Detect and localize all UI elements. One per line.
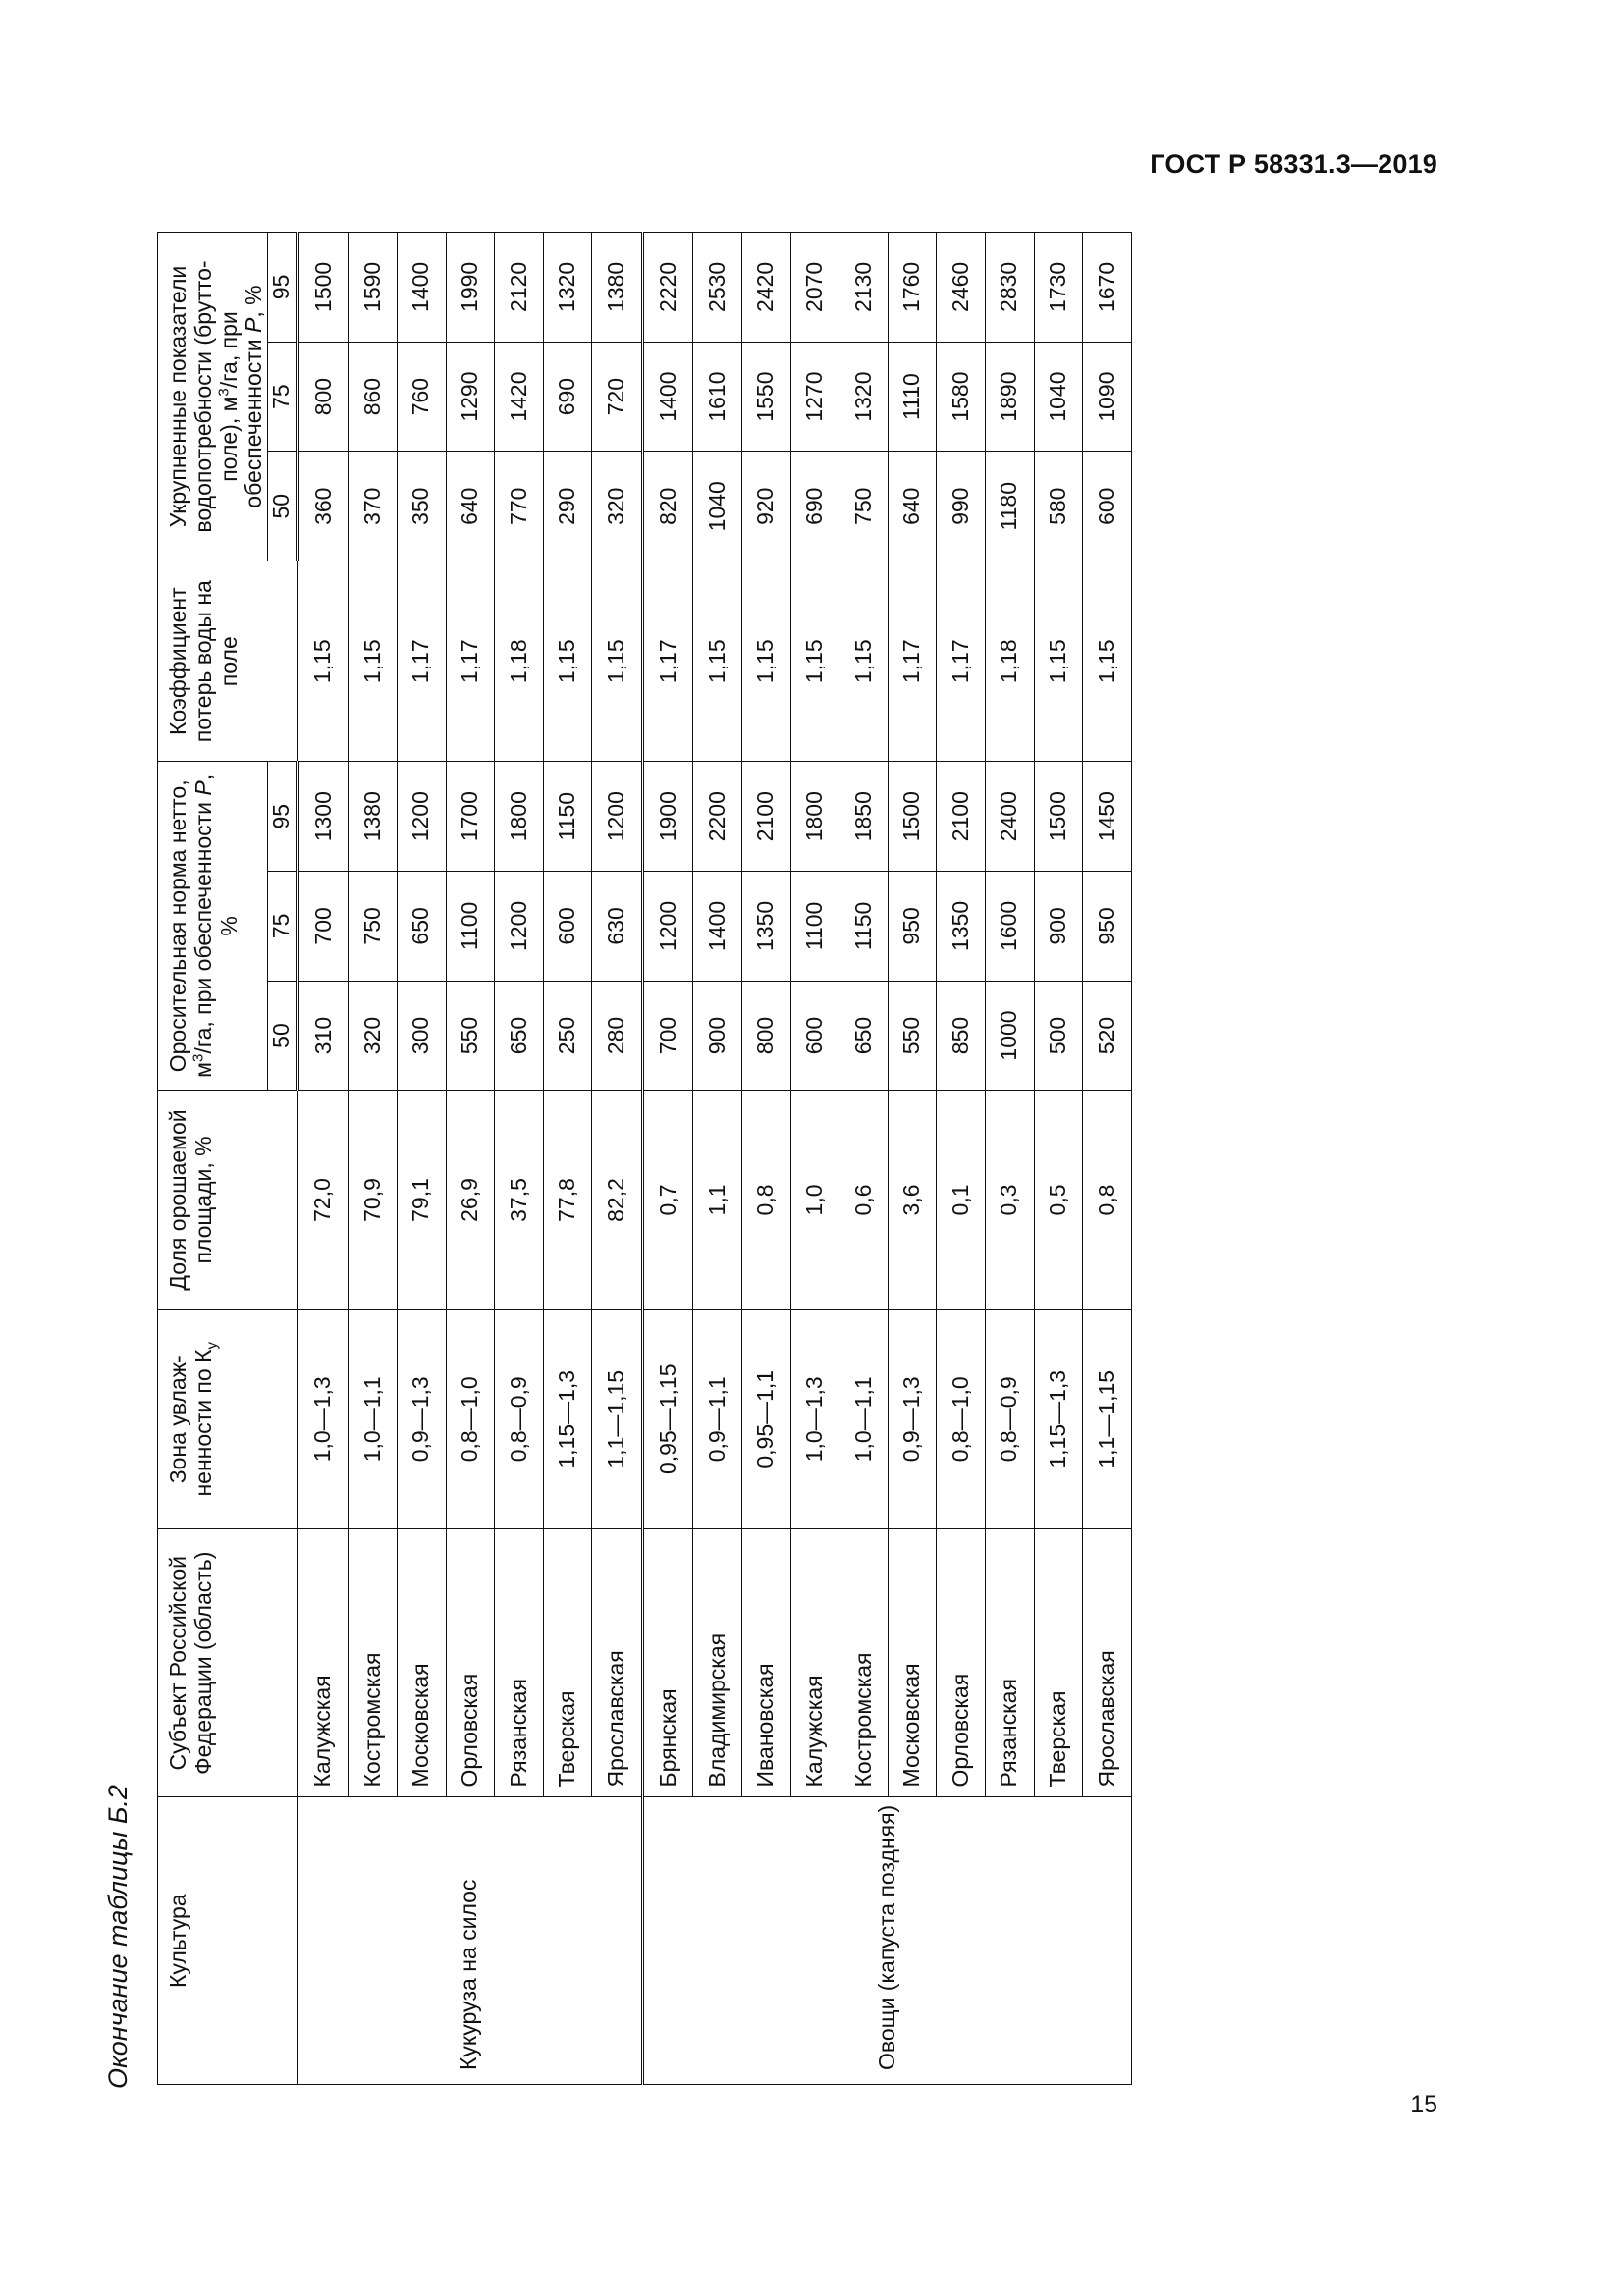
gross-demand-cell: 2420 — [741, 233, 790, 343]
gross-demand-cell: 820 — [642, 452, 692, 561]
net-norm-header-text-2: /га, при обеспеченности — [189, 795, 216, 1054]
net-norm-cell: 1200 — [398, 762, 447, 872]
table-row — [642, 233, 692, 2085]
irrigated-share-cell: 3,6 — [888, 1091, 937, 1309]
gross-demand-cell: 2830 — [986, 233, 1035, 343]
net-norm-cell: 550 — [446, 981, 495, 1091]
region-cell: Костромская — [839, 1528, 889, 1797]
moisture-zone-cell: 1,0—1,3 — [790, 1309, 839, 1528]
irrigated-share-cell: 77,8 — [543, 1091, 592, 1309]
gross-demand-cell: 1400 — [642, 342, 692, 452]
gross-demand-cell: 1290 — [446, 342, 495, 452]
region-cell: Орловская — [937, 1528, 986, 1797]
irrigated-share-cell: 79,1 — [398, 1091, 447, 1309]
irrigated-share-cell: 0,8 — [741, 1091, 790, 1309]
gross-demand-cell: 580 — [1034, 452, 1083, 561]
net-norm-header-text: Оросительная норма нетто, м — [165, 779, 216, 1078]
loss-coefficient-cell: 1,15 — [543, 561, 592, 762]
loss-coefficient-cell: 1,18 — [986, 561, 1035, 762]
net-norm-cell: 1380 — [349, 762, 398, 872]
net-norm-cell: 300 — [398, 981, 447, 1091]
gross-demand-cell: 1110 — [888, 342, 937, 452]
region-cell: Брянская — [642, 1528, 692, 1797]
net-norm-cell: 950 — [1083, 872, 1132, 982]
table-row — [298, 233, 349, 2085]
net-norm-cell: 600 — [790, 981, 839, 1091]
net-norm-cell: 1150 — [543, 762, 592, 872]
gross-demand-cell: 1040 — [1034, 342, 1083, 452]
net-norm-cell: 310 — [298, 981, 349, 1091]
gross-demand-cell: 990 — [937, 452, 986, 561]
region-cell: Владимирская — [693, 1528, 742, 1797]
loss-coefficient-cell: 1,15 — [592, 561, 642, 762]
net-norm-cell: 1300 — [298, 762, 349, 872]
gross-demand-cell: 290 — [543, 452, 592, 561]
region-cell: Ярославская — [592, 1528, 642, 1797]
loss-coefficient-cell: 1,15 — [741, 561, 790, 762]
moisture-zone-cell: 1,0—1,1 — [349, 1309, 398, 1528]
moisture-zone-cell: 1,1—1,15 — [592, 1309, 642, 1528]
net-norm-cell: 280 — [592, 981, 642, 1091]
net-norm-cell: 1100 — [790, 872, 839, 982]
gross-demand-cell: 2130 — [839, 233, 889, 343]
net-norm-cell: 650 — [495, 981, 544, 1091]
net-norm-cell: 1800 — [495, 762, 544, 872]
gross-demand-cell: 920 — [741, 452, 790, 561]
loss-coefficient-cell: 1,15 — [349, 561, 398, 762]
net-norm-cell: 700 — [298, 872, 349, 982]
net-norm-header-sup: 3 — [189, 1053, 207, 1063]
net-norm-cell: 750 — [349, 872, 398, 982]
net-norm-cell: 650 — [398, 872, 447, 982]
table-container — [157, 232, 1132, 2085]
gross-demand-header-tail: , % — [241, 285, 267, 318]
net-norm-cell: 1850 — [839, 762, 889, 872]
moisture-zone-cell: 0,95—1,15 — [642, 1309, 692, 1528]
net-norm-cell: 1350 — [937, 872, 986, 982]
net-norm-cell: 1450 — [1083, 762, 1132, 872]
net-p95-header: 95 — [268, 762, 298, 872]
irrigated-share-cell: 70,9 — [349, 1091, 398, 1309]
moisture-zone-header-sub: у — [203, 1342, 221, 1350]
net-norm-cell: 520 — [1083, 981, 1132, 1091]
region-cell: Ярославская — [1083, 1528, 1132, 1797]
gross-p50-header: 50 — [268, 452, 298, 561]
region-header: Субъект Российской Федерации (область) — [158, 1528, 298, 1797]
page-number: 15 — [1410, 2091, 1437, 2118]
table-body — [298, 233, 1132, 2085]
loss-coefficient-cell: 1,15 — [298, 561, 349, 762]
gross-demand-cell: 600 — [1083, 452, 1132, 561]
region-cell: Московская — [888, 1528, 937, 1797]
loss-coefficient-cell: 1,17 — [642, 561, 692, 762]
net-norm-cell: 500 — [1034, 981, 1083, 1091]
net-norm-cell: 950 — [888, 872, 937, 982]
irrigated-share-cell: 0,7 — [642, 1091, 692, 1309]
net-norm-cell: 1150 — [839, 872, 889, 982]
moisture-zone-cell: 1,15—1,3 — [1034, 1309, 1083, 1528]
gross-demand-cell: 1990 — [446, 233, 495, 343]
moisture-zone-cell: 0,8—0,9 — [986, 1309, 1035, 1528]
loss-coefficient-cell: 1,17 — [888, 561, 937, 762]
moisture-zone-cell: 0,9—1,3 — [398, 1309, 447, 1528]
net-norm-cell: 1400 — [693, 872, 742, 982]
region-cell: Костромская — [349, 1528, 398, 1797]
net-norm-cell: 630 — [592, 872, 642, 982]
table-caption: Окончание таблицы Б.2 — [103, 1785, 133, 2089]
gross-demand-cell: 770 — [495, 452, 544, 561]
gross-demand-cell: 370 — [349, 452, 398, 561]
net-norm-cell: 1200 — [495, 872, 544, 982]
gross-demand-header — [158, 233, 268, 561]
region-cell: Тверская — [543, 1528, 592, 1797]
loss-coefficient-cell: 1,18 — [495, 561, 544, 762]
net-norm-header-var: Р — [189, 780, 216, 796]
gross-demand-header-var: Р — [241, 317, 267, 333]
gross-demand-cell: 1400 — [398, 233, 447, 343]
gross-demand-cell: 1580 — [937, 342, 986, 452]
gross-demand-cell: 350 — [398, 452, 447, 561]
gross-demand-cell: 1550 — [741, 342, 790, 452]
document-code: ГОСТ Р 58331.3—2019 — [1150, 149, 1437, 179]
gross-demand-cell: 1890 — [986, 342, 1035, 452]
net-norm-cell: 2200 — [693, 762, 742, 872]
net-norm-cell: 1100 — [446, 872, 495, 982]
loss-coefficient-cell: 1,17 — [398, 561, 447, 762]
net-norm-cell: 900 — [693, 981, 742, 1091]
gross-demand-cell: 2120 — [495, 233, 544, 343]
gross-demand-cell: 360 — [298, 452, 349, 561]
irrigated-share-cell: 37,5 — [495, 1091, 544, 1309]
gross-demand-cell: 1320 — [543, 233, 592, 343]
net-norm-cell: 850 — [937, 981, 986, 1091]
region-cell: Калужская — [790, 1528, 839, 1797]
net-norm-cell: 600 — [543, 872, 592, 982]
net-norm-cell: 1000 — [986, 981, 1035, 1091]
gross-demand-header-sup: 3 — [214, 388, 232, 397]
region-cell: Орловская — [446, 1528, 495, 1797]
net-p50-header: 50 — [268, 981, 298, 1091]
region-cell: Тверская — [1034, 1528, 1083, 1797]
moisture-zone-cell: 1,15—1,3 — [543, 1309, 592, 1528]
moisture-zone-cell: 1,1—1,15 — [1083, 1309, 1132, 1528]
irrigated-share-cell: 26,9 — [446, 1091, 495, 1309]
irrigated-share-cell: 0,8 — [1083, 1091, 1132, 1309]
gross-demand-header-text-2: /га, при обеспеченности — [215, 311, 267, 508]
net-p75-header: 75 — [268, 872, 298, 982]
irrigated-share-cell: 0,5 — [1034, 1091, 1083, 1309]
net-norm-cell: 550 — [888, 981, 937, 1091]
net-norm-cell: 1500 — [1034, 762, 1083, 872]
loss-coefficient-cell: 1,15 — [839, 561, 889, 762]
gross-demand-cell: 800 — [298, 342, 349, 452]
water-demand-table — [157, 232, 1132, 2085]
loss-coefficient-cell: 1,17 — [446, 561, 495, 762]
net-norm-cell: 1700 — [446, 762, 495, 872]
gross-demand-cell: 750 — [839, 452, 889, 561]
loss-coefficient-cell: 1,17 — [937, 561, 986, 762]
moisture-zone-cell: 0,8—1,0 — [446, 1309, 495, 1528]
gross-demand-header-text: Укрупненные показатели водопотребности (брутто-поле), м — [165, 260, 242, 533]
culture-cell: Овощи (капуста поздняя) — [642, 1797, 1131, 2085]
moisture-zone-cell: 0,8—0,9 — [495, 1309, 544, 1528]
moisture-zone-cell: 1,0—1,3 — [298, 1309, 349, 1528]
gross-demand-cell: 1500 — [298, 233, 349, 343]
culture-header: Культура — [158, 1797, 298, 2085]
net-norm-cell: 1900 — [642, 762, 692, 872]
irrigated-share-cell: 0,6 — [839, 1091, 889, 1309]
net-norm-cell: 1350 — [741, 872, 790, 982]
net-norm-cell: 2100 — [937, 762, 986, 872]
irrigated-share-cell: 0,3 — [986, 1091, 1035, 1309]
gross-demand-cell: 1090 — [1083, 342, 1132, 452]
gross-demand-cell: 640 — [888, 452, 937, 561]
gross-demand-cell: 2530 — [693, 233, 742, 343]
net-norm-cell: 700 — [642, 981, 692, 1091]
region-cell: Калужская — [298, 1528, 349, 1797]
loss-coefficient-header: Коэффициент потерь воды на поле — [158, 561, 298, 762]
irrigated-share-cell: 72,0 — [298, 1091, 349, 1309]
irrigated-share-header: Доля орошаемой площади, % — [158, 1091, 298, 1309]
gross-demand-cell: 1270 — [790, 342, 839, 452]
moisture-zone-cell: 1,0—1,1 — [839, 1309, 889, 1528]
loss-coefficient-cell: 1,15 — [693, 561, 742, 762]
net-norm-cell: 650 — [839, 981, 889, 1091]
gross-p95-header: 95 — [268, 233, 298, 343]
irrigated-share-cell: 82,2 — [592, 1091, 642, 1309]
region-cell: Московская — [398, 1528, 447, 1797]
irrigated-share-cell: 1,1 — [693, 1091, 742, 1309]
loss-coefficient-cell: 1,15 — [790, 561, 839, 762]
gross-demand-cell: 1320 — [839, 342, 889, 452]
net-norm-header-tail: , % — [189, 774, 242, 936]
gross-demand-cell: 1610 — [693, 342, 742, 452]
gross-demand-cell: 1180 — [986, 452, 1035, 561]
region-cell: Ивановская — [741, 1528, 790, 1797]
net-norm-cell: 2100 — [741, 762, 790, 872]
moisture-zone-cell: 0,8—1,0 — [937, 1309, 986, 1528]
culture-cell: Кукуруза на силос — [298, 1797, 643, 2085]
net-norm-cell: 800 — [741, 981, 790, 1091]
region-cell: Рязанская — [986, 1528, 1035, 1797]
moisture-zone-header — [158, 1309, 298, 1528]
gross-demand-cell: 640 — [446, 452, 495, 561]
gross-demand-cell: 1380 — [592, 233, 642, 343]
moisture-zone-cell: 0,9—1,1 — [693, 1309, 742, 1528]
irrigated-share-cell: 1,0 — [790, 1091, 839, 1309]
net-norm-cell: 250 — [543, 981, 592, 1091]
gross-demand-cell: 690 — [790, 452, 839, 561]
irrigated-share-cell: 0,1 — [937, 1091, 986, 1309]
net-norm-cell: 1200 — [592, 762, 642, 872]
gross-p75-header: 75 — [268, 342, 298, 452]
loss-coefficient-cell: 1,15 — [1083, 561, 1132, 762]
net-norm-cell: 1600 — [986, 872, 1035, 982]
gross-demand-cell: 720 — [592, 342, 642, 452]
net-norm-header — [158, 762, 268, 1091]
gross-demand-cell: 320 — [592, 452, 642, 561]
region-cell: Рязанская — [495, 1528, 544, 1797]
gross-demand-cell: 1730 — [1034, 233, 1083, 343]
gross-demand-cell: 1670 — [1083, 233, 1132, 343]
net-norm-cell: 2400 — [986, 762, 1035, 872]
net-norm-cell: 1500 — [888, 762, 937, 872]
net-norm-cell: 320 — [349, 981, 398, 1091]
loss-coefficient-cell: 1,15 — [1034, 561, 1083, 762]
gross-demand-cell: 1590 — [349, 233, 398, 343]
gross-demand-cell: 1040 — [693, 452, 742, 561]
net-norm-cell: 900 — [1034, 872, 1083, 982]
moisture-zone-cell: 0,95—1,1 — [741, 1309, 790, 1528]
gross-demand-cell: 690 — [543, 342, 592, 452]
moisture-zone-cell: 0,9—1,3 — [888, 1309, 937, 1528]
gross-demand-cell: 2070 — [790, 233, 839, 343]
net-norm-cell: 1800 — [790, 762, 839, 872]
moisture-zone-header-text: Зона увлажненности по К — [165, 1349, 216, 1497]
net-norm-cell: 1200 — [642, 872, 692, 982]
gross-demand-cell: 2220 — [642, 233, 692, 343]
gross-demand-cell: 1420 — [495, 342, 544, 452]
gross-demand-cell: 760 — [398, 342, 447, 452]
gross-demand-cell: 860 — [349, 342, 398, 452]
gross-demand-cell: 1760 — [888, 233, 937, 343]
gross-demand-cell: 2460 — [937, 233, 986, 343]
